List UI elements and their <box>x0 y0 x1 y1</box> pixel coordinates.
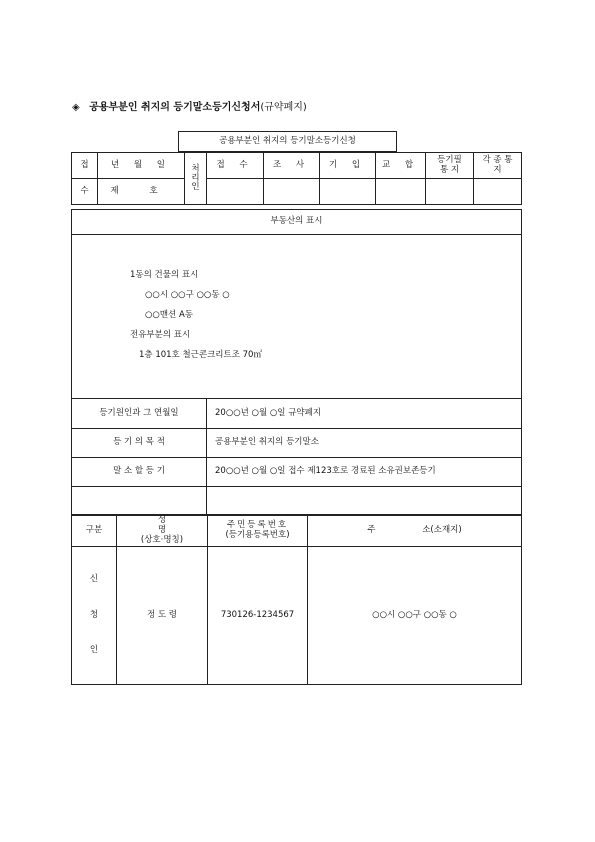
purpose-value: 공용부분인 취지의 등기말소 <box>207 429 522 458</box>
number-label: 제 호 <box>98 179 185 205</box>
property-description <box>72 235 522 399</box>
col-reception: 접 수 <box>207 153 264 179</box>
col-inspection: 조 사 <box>264 153 320 179</box>
unit-heading: 전유부분의 표시 <box>130 330 191 340</box>
processing-label: 처 리 인 <box>185 153 207 205</box>
cancel-registration-label: 말 소 할 등 기 <box>72 458 207 487</box>
applicant-address: ○○시 ○○구 ○○동 ○ <box>308 547 522 685</box>
property-header: 부동산의 표시 <box>72 210 522 235</box>
diamond-icon: ◈ <box>72 102 80 113</box>
cause-label: 등기원인과 그 연월일 <box>72 399 207 429</box>
col-entry: 기 입 <box>320 153 376 179</box>
reception-cell <box>207 179 264 205</box>
reception-label-bottom: 수 <box>72 179 98 205</box>
cancel-registration-value: 20○○년 ○월 ○일 접수 제123호로 경료된 소유권보존등기 <box>207 458 522 487</box>
col-registration-notice: 등기필 통 지 <box>426 153 474 179</box>
date-label: 년 월 일 <box>98 153 185 179</box>
col-name: 성 명 (상호·명칭) <box>117 516 208 547</box>
reception-table <box>71 152 522 205</box>
various-notice-cell <box>474 179 522 205</box>
application-header-box <box>178 131 397 152</box>
building-address: ○○시 ○○구 ○○동 ○ <box>145 290 230 300</box>
blank-label <box>72 487 207 515</box>
col-verification: 교 합 <box>376 153 426 179</box>
cause-value: 20○○년 ○월 ○일 규약폐지 <box>207 399 522 429</box>
col-various-notice: 각 종 통 지 <box>474 153 522 179</box>
applicant-id-number: 730126-1234567 <box>208 547 308 685</box>
unit-details: 1층 101호 철근콘크리트조 70㎡ <box>139 350 262 360</box>
applicant-table <box>71 515 522 685</box>
title-text: 공용부분인 취지의 등기말소등기신청서 <box>89 102 261 113</box>
entry-cell <box>320 179 376 205</box>
title-suffix: (규약폐지) <box>260 102 307 113</box>
applicant-name: 정 도 령 <box>117 547 208 685</box>
purpose-label: 등 기 의 목 적 <box>72 429 207 458</box>
col-type: 구분 <box>72 516 117 547</box>
building-heading: 1동의 건물의 표시 <box>130 270 199 280</box>
verification-cell <box>376 179 426 205</box>
application-header-label: 공용부분인 취지의 등기말소등기신청 <box>179 132 397 152</box>
property-table <box>71 209 522 515</box>
reception-label-top: 접 <box>72 153 98 179</box>
blank-value <box>207 487 522 515</box>
applicant-row-label: 신 청 인 <box>72 547 117 685</box>
col-address: 주 소(소재지) <box>308 516 522 547</box>
document-title <box>72 98 307 113</box>
inspection-cell <box>264 179 320 205</box>
col-id-number: 주민등록번호 (등기용등록번호) <box>208 516 308 547</box>
registration-notice-cell <box>426 179 474 205</box>
building-name: ○○맨션 A동 <box>145 310 193 320</box>
